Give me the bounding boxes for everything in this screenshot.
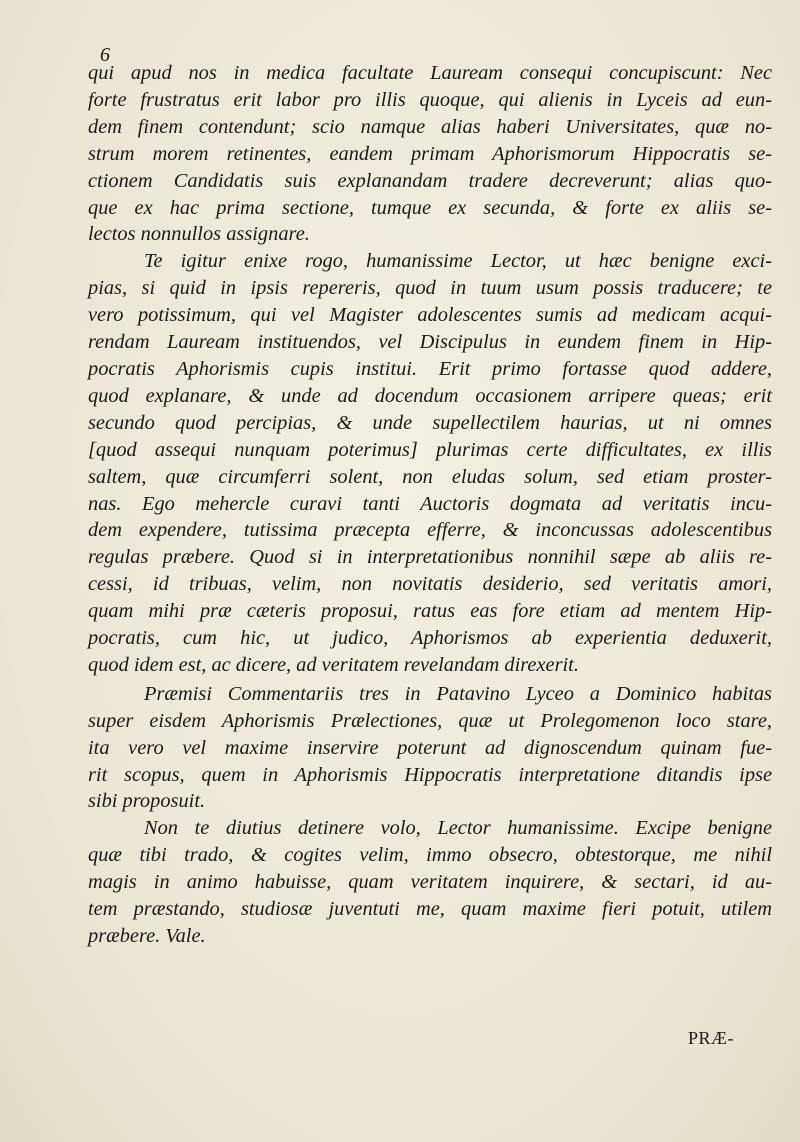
text-line: præbere. Vale. [88,925,206,947]
text-line: quod explanare, & unde ad docendum occasionem arripere queas; erit [88,384,772,407]
text-line: pocratis Aphorismis cupis institui. Erit primo fortasse quod addere, [88,357,772,380]
catchword: PRÆ- [687,1028,734,1048]
text-line: Te igitur enixe rogo, humanissime Lector, ut hæc benigne exci- [144,250,772,273]
text-line: rendam Lauream instituendos, vel Discipulus in eundem finem in Hip- [88,331,772,354]
page-number: 6 [100,44,110,66]
text-line: cessi, id tribuas, velim, non novitatis desiderio, sed veritatis amori, [88,573,772,596]
text-line: [quod assequi nunquam poterimus] plurimas certe difficultates, ex illis [88,438,772,461]
text-line: forte frustratus erit labor pro illis quoque, qui alienis in Lyceis ad eun- [88,88,772,111]
text-line: quod idem est, ac dicere, ad veritatem revelandam direxerit. [88,653,579,676]
text-line: quam mihi præ cæteris proposui, ratus eas fore etiam ad mentem Hip- [88,600,772,623]
text-line: super eisdem Aphorismis Prælectiones, quæ ut Prolegomenon loco stare, [88,709,772,732]
paragraph [88,815,772,950]
text-line: ita vero vel maxime inservire poterunt ad dignoscendum quinam fue- [88,736,772,759]
text-line: pias, si quid in ipsis repereris, quod in tuum usum possis traducere; te [88,277,772,300]
text-line: magis in animo habuisse, quam veritatem inquirere, & sectari, id au- [88,871,772,894]
text-line: vero potissimum, qui vel Magister adolescentes sumis ad medicam acqui- [88,304,772,327]
text-line: que ex hac prima sectione, tumque ex secunda, & forte ex aliis se- [88,196,772,219]
text-line: sibi proposuit. [88,790,206,813]
text-line: strum morem retinentes, eandem primam Aphorismorum Hippocratis se- [88,142,772,165]
paragraph [88,248,772,679]
text-line: lectos nonnullos assignare. [88,223,310,246]
text-line: secundo quod percipias, & unde supellectilem haurias, ut ni omnes [88,411,772,434]
text-line: regulas præbere. Quod si in interpretationibus nonnihil sæpe ab aliis re- [88,546,772,569]
text-line: saltem, quæ circumferri solent, non eludas solum, sed etiam proster- [88,465,772,488]
text-line: qui apud nos in medica facultate Lauream consequi concupiscunt: Nec [88,62,772,84]
text-line: quæ tibi trado, & cogites velim, immo obsecro, obtestorque, me nihil [88,844,772,867]
text-line: ctionem Candidatis suis explanandam tradere decreverunt; alias quo- [88,169,772,192]
text-line: Præmisi Commentariis tres in Patavino Lyceo a Dominico habitas [144,682,772,705]
paragraph [88,681,772,816]
body-text [88,60,772,950]
text-line: tem præstando, studiosæ juventuti me, quam maxime fieri potuit, utilem [88,898,772,921]
paragraph [88,60,772,248]
text-line: nas. Ego mehercle curavi tanti Auctoris dogmata ad veritatis incu- [88,492,772,515]
text-line: Non te diutius detinere volo, Lector humanissime. Excipe benigne [144,817,772,840]
text-line: dem expendere, tutissima præcepta efferre, & inconcussas adolescentibus [88,519,772,542]
text-line: dem finem contendunt; scio namque alias haberi Universitates, quæ no- [88,115,772,138]
text-line: pocratis, cum hic, ut judico, Aphorismos ab experientia deduxerit, [88,627,772,650]
text-line: rit scopus, quem in Aphorismis Hippocratis interpretatione ditandis ipse [88,763,772,786]
